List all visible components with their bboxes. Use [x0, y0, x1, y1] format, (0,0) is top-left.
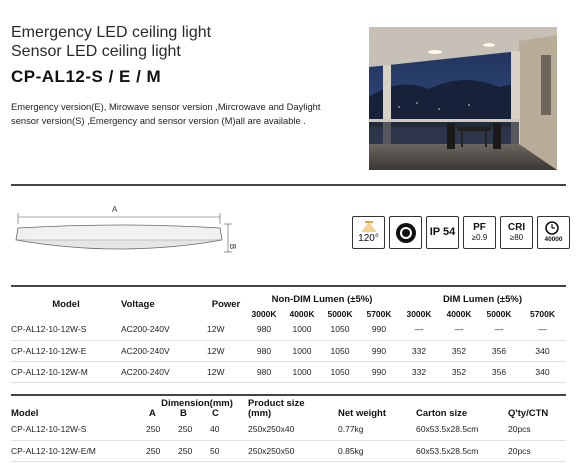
- col-qty: Q'ty/CTN: [508, 408, 549, 419]
- table-row: CP-AL12-10-12W-S 250 250 40 250x250x40 0.77kg 60x53.5x28.5cm 20pcs: [11, 419, 566, 440]
- title-line-1: Emergency LED ceiling light: [11, 24, 212, 41]
- model-title: CP-AL12-S / E / M: [11, 67, 162, 86]
- title-line-2: Sensor LED ceiling light: [11, 43, 181, 60]
- col-carton-size: Carton size: [416, 408, 468, 419]
- col-dim-a: A: [149, 408, 156, 419]
- lifetime-icon: 40000: [537, 216, 570, 249]
- table-row: CP-AL12-10-12W-S AC200-240V 12W 980 1000 1050 990 — — — —: [11, 319, 566, 340]
- section-divider: [11, 184, 566, 186]
- description: Emergency version(E), Mirowave sensor version ,Mircrowave and Daylight sensor version(S) ,Emergency and sensor version (M)all are available .: [11, 101, 321, 126]
- table-divider: [11, 394, 566, 396]
- col-product-size: Product size: [248, 398, 305, 409]
- sensor-icon: [389, 216, 422, 249]
- col-product-size-unit: (mm): [248, 408, 272, 419]
- product-photo: [369, 27, 557, 170]
- col-net-weight: Net weight: [338, 408, 387, 419]
- ip-rating-icon: IP 54: [426, 216, 459, 249]
- col-voltage: Voltage: [121, 299, 155, 310]
- dimension-b-label: B: [228, 243, 238, 250]
- dimension-table: [11, 399, 566, 462]
- col-dim-lumen: DIM Lumen (±5%): [442, 294, 523, 305]
- cct-header: 4000K: [446, 309, 472, 319]
- cct-header: 4000K: [289, 309, 315, 319]
- col-model: Model: [11, 408, 39, 419]
- col-power: Power: [211, 299, 241, 310]
- dimension-a-label: A: [112, 205, 118, 214]
- cct-header: 3000K: [406, 309, 432, 319]
- cri-icon: CRI ≥80: [500, 216, 533, 249]
- power-factor-icon: PF ≥0.9: [463, 216, 496, 249]
- table-row: CP-AL12-10-12W-E AC200-240V 12W 980 1000 1050 990 332 352 356 340: [11, 340, 566, 361]
- cct-header: 5000K: [327, 309, 353, 319]
- beam-angle-icon: 120°: [352, 216, 385, 249]
- table-row: CP-AL12-10-12W-M AC200-240V 12W 980 1000 1050 990 332 352 356 340: [11, 361, 566, 382]
- col-non-dim-lumen: Non-DIM Lumen (±5%): [271, 294, 373, 305]
- cct-header: 5700K: [366, 309, 392, 319]
- cct-header: 5000K: [486, 309, 512, 319]
- cct-header: 3000K: [251, 309, 277, 319]
- lamp-dimension-drawing: [10, 200, 240, 270]
- table-top-rule: [11, 285, 566, 287]
- table-row: CP-AL12-10-12W-E/M 250 250 50 250x250x50 0.85kg 60x53.5x28.5cm 20pcs: [11, 440, 566, 461]
- cct-header: 5700K: [529, 309, 556, 319]
- col-model: Model: [52, 299, 80, 310]
- lumen-table: [11, 290, 566, 383]
- col-dim-b: B: [180, 408, 187, 419]
- col-dimension: Dimension(mm): [161, 398, 233, 409]
- col-dim-c: C: [212, 408, 219, 419]
